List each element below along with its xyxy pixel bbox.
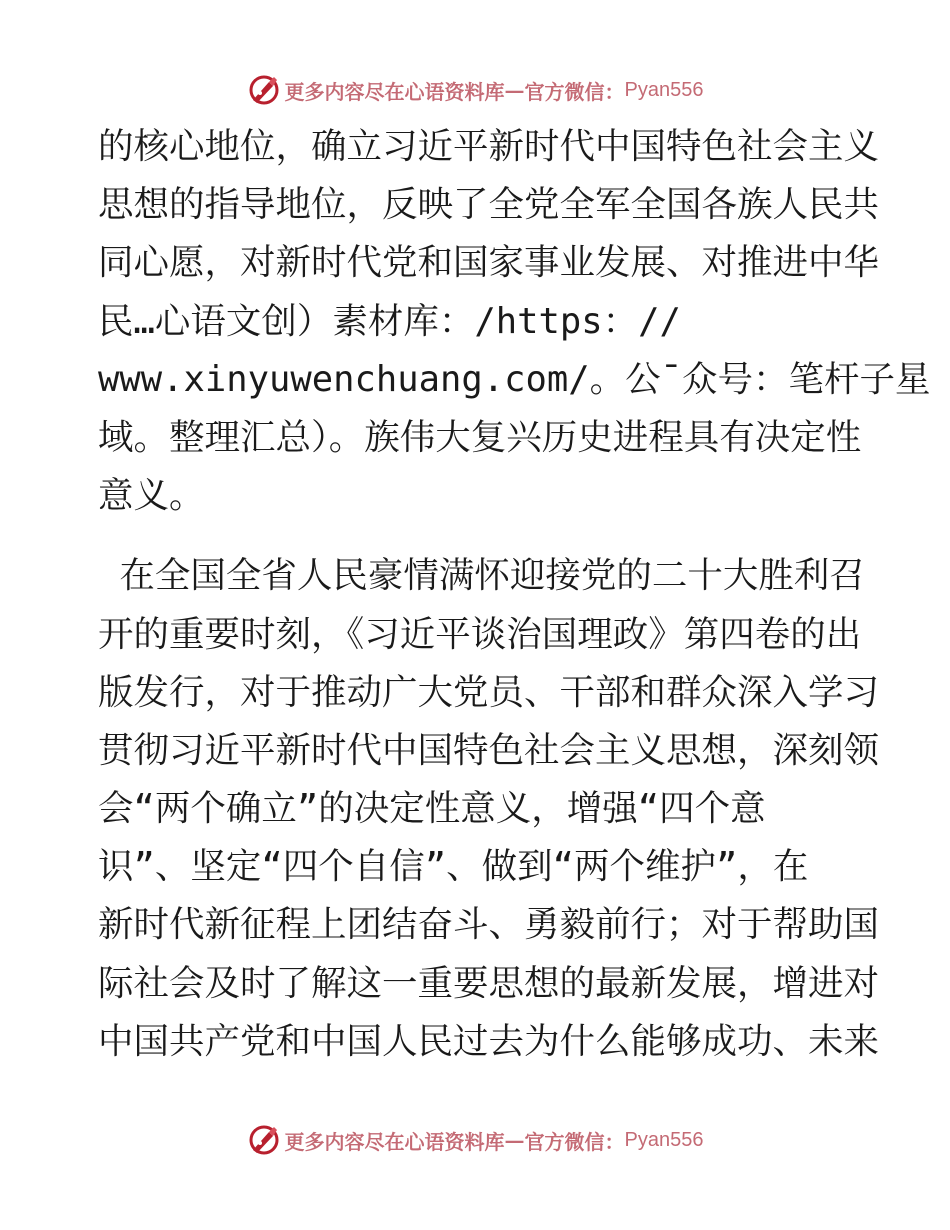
paragraph-line: 开的重要时刻，《习近平谈治国理政》第四卷的出 <box>98 613 862 655</box>
paragraph-line: 版发行，对于推动广大党员、干部和群众深入学习 <box>98 671 880 713</box>
header-dash: — <box>504 78 525 102</box>
header-site-text: 更多内容尽在心语资料库 <box>284 79 505 104</box>
footer-banner <box>0 1120 950 1160</box>
ink-pen-logo-icon <box>247 1123 281 1157</box>
paragraph-line: 的核心地位，确立习近平新时代中国特色社会主义 <box>98 126 880 167</box>
footer-wechat-id: Pyan556 <box>624 1128 704 1151</box>
paragraph-line: 民…心语文创）素材库：/https：// <box>98 300 681 342</box>
paragraph-line: 际社会及时了解这一重要思想的最新发展，增进对 <box>98 962 880 1004</box>
paragraph-line: www.xinyuwenchuang.com/。公¯众号：笔杆子星 <box>98 358 931 400</box>
paragraph-line: 域。整理汇总）。族伟大复兴历史进程具有决定性 <box>98 416 862 458</box>
paragraph-line: 中国共产党和中国人民过去为什么能够成功、未来 <box>98 1020 880 1062</box>
paragraph-line: 意义。 <box>98 475 205 517</box>
header-banner <box>0 70 950 110</box>
paragraph-line: 贯彻习近平新时代中国特色社会主义思想，深刻领 <box>98 729 880 771</box>
paragraph-line: 新时代新征程上团结奋斗、勇毅前行；对于帮助国 <box>98 904 880 946</box>
ink-pen-logo-icon <box>247 73 281 107</box>
paragraph-line: 同心愿，对新时代党和国家事业发展、对推进中华 <box>98 242 880 284</box>
header-wechat-id: Pyan556 <box>624 78 704 101</box>
footer-dash: — <box>504 1128 525 1152</box>
header-wechat-label: 官方微信： <box>524 79 625 104</box>
paragraph-line: 会“两个确立”的决定性意义，增强“四个意 <box>98 788 766 830</box>
paragraph-line: 在全国全省人民豪情满怀迎接党的二十大胜利召 <box>98 555 865 597</box>
paragraph-1 <box>98 118 931 525</box>
document-body <box>98 118 931 1071</box>
paragraph-2 <box>98 547 880 1071</box>
paragraph-line: 识”、坚定“四个自信”、做到“两个维护”，在 <box>98 846 809 888</box>
paragraph-line: 思想的指导地位，反映了全党全军全国各族人民共 <box>98 184 880 226</box>
footer-site-text: 更多内容尽在心语资料库 <box>284 1129 505 1154</box>
footer-wechat-label: 官方微信： <box>524 1129 625 1154</box>
